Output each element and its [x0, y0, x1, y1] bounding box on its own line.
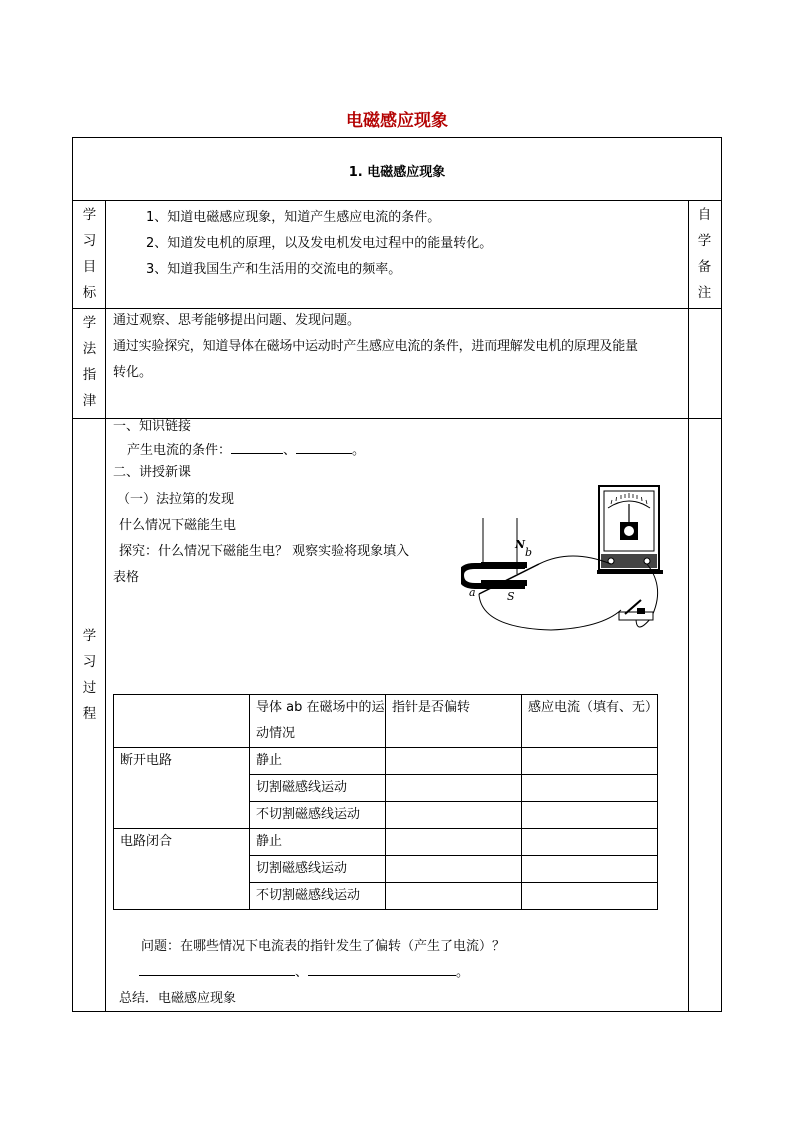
fill-blank[interactable] [139, 963, 295, 976]
method-label: 学 法 指 津 [82, 315, 97, 409]
motion-cell: 静止 [250, 748, 386, 775]
table-row [114, 748, 658, 775]
answer-cell[interactable] [386, 775, 522, 802]
answer-cell[interactable] [386, 802, 522, 829]
motion-cell: 静止 [250, 829, 386, 856]
group-label: 电路闭合 [114, 829, 250, 910]
answer-cell[interactable] [522, 883, 658, 910]
objectives-label: 学 习 目 标 [82, 207, 97, 301]
explore-text-cont: 表格 [113, 570, 140, 585]
end-b-label: b [525, 546, 533, 559]
table-header-row [114, 695, 658, 748]
fill-blank[interactable] [296, 441, 352, 454]
switch-icon [619, 600, 653, 620]
explore-text: 探究：什么情况下磁能生电？ 观察实验将现象填入 [119, 544, 410, 559]
motion-cell: 不切割磁感线运动 [250, 802, 386, 829]
table-header-cell: 导体 ab 在磁场中的运动情况 [250, 695, 386, 748]
apparatus-diagram [461, 478, 673, 638]
notes-label: 自 学 备 注 [697, 207, 712, 301]
motion-cell: 切割磁感线运动 [250, 775, 386, 802]
table-row [114, 829, 658, 856]
answer-cell[interactable] [386, 748, 522, 775]
faraday-heading: （一）法拉第的发现 [117, 492, 235, 507]
answer-cell[interactable] [386, 856, 522, 883]
answer-cell[interactable] [386, 829, 522, 856]
question-deflection: 问题：在哪些情况下电流表的指针发生了偏转（产生了电流）？ [141, 939, 506, 954]
question-text: 什么情况下磁能生电 [119, 518, 237, 533]
column-divider [688, 200, 689, 1011]
method-line: 通过实验探究，知道导体在磁场中运动时产生感应电流的条件，进而理解发电机的原理及能量 [113, 339, 638, 354]
pole-s-label: S [507, 590, 515, 603]
objective-item: 1、知道电磁感应现象，知道产生感应电流的条件。 [146, 210, 441, 225]
motion-cell: 切割磁感线运动 [250, 856, 386, 883]
galvanometer-icon [597, 486, 663, 574]
document-title: 电磁感应现象 [346, 111, 448, 131]
answer-line: 、 。 [139, 960, 469, 986]
objective-item: 2、知道发电机的原理，以及发电机发电过程中的能量转化。 [146, 236, 493, 251]
new-lesson-heading: 二、讲授新课 [113, 465, 192, 480]
group-label: 断开电路 [114, 748, 250, 829]
knowledge-link-heading: 一、知识链接 [113, 419, 192, 434]
table-header-cell: 感应电流（填有、无） [522, 695, 658, 748]
answer-cell[interactable] [522, 829, 658, 856]
current-condition-line: 产生电流的条件： 、 。 [127, 443, 366, 458]
pole-n-label: N [515, 538, 526, 551]
lesson-table [72, 137, 722, 1012]
answer-cell[interactable] [522, 802, 658, 829]
answer-cell[interactable] [522, 856, 658, 883]
objective-item: 3、知道我国生产和生活用的交流电的频率。 [146, 262, 402, 277]
method-line: 转化。 [113, 365, 153, 380]
table-header-cell: 指针是否偏转 [386, 695, 522, 748]
row-divider [73, 200, 721, 201]
table-header-cell [114, 695, 250, 748]
answer-cell[interactable] [522, 775, 658, 802]
process-label: 学 习 过 程 [82, 628, 97, 722]
answer-cell[interactable] [522, 748, 658, 775]
section-heading: 1. 电磁感应现象 [348, 165, 446, 180]
motion-cell: 不切割磁感线运动 [250, 883, 386, 910]
summary-text: 总结．电磁感应现象 [119, 991, 237, 1006]
fill-blank[interactable] [231, 441, 283, 454]
answer-cell[interactable] [386, 883, 522, 910]
observation-table [113, 694, 658, 910]
method-line: 通过观察、思考能够提出问题、发现问题。 [113, 313, 361, 328]
fill-blank[interactable] [308, 963, 456, 976]
end-a-label: a [469, 586, 476, 599]
